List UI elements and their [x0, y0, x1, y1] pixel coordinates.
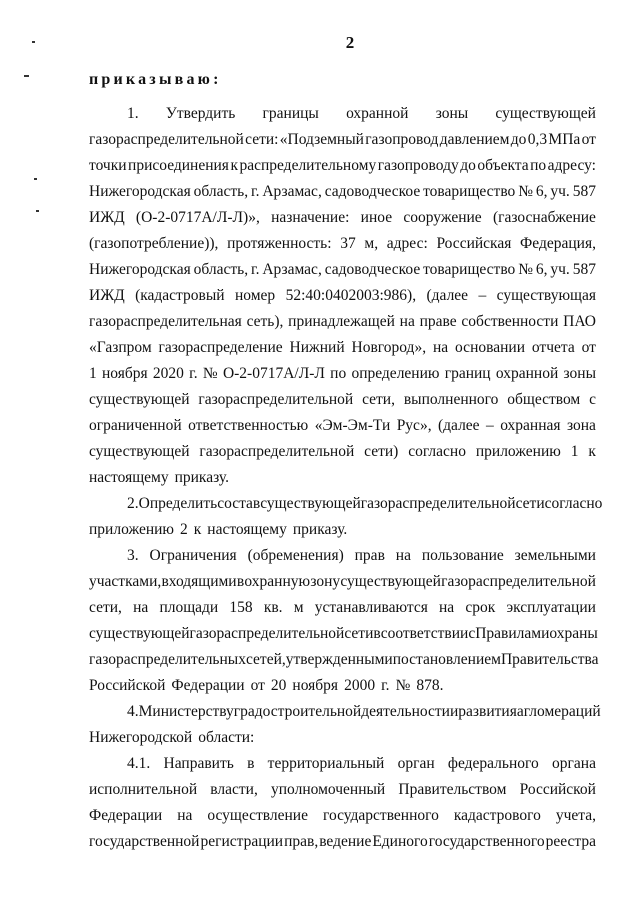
word: адресу:: [547, 157, 596, 174]
word: площади: [159, 599, 219, 616]
word: газопроводу: [377, 157, 459, 174]
word: Российской: [89, 677, 166, 694]
word: градостроительной: [233, 703, 362, 720]
word: 587: [572, 183, 596, 200]
word: развития: [458, 703, 517, 720]
word: газораспределительных: [89, 651, 246, 668]
text-line: [89, 388, 596, 412]
text-line: [89, 622, 596, 646]
word: государственного: [322, 807, 439, 824]
word: присоединения: [128, 157, 229, 174]
word: м: [293, 599, 304, 616]
word: №: [202, 365, 218, 382]
word: (обременения): [247, 547, 344, 564]
word: ПАО: [563, 313, 596, 330]
word: основании: [455, 339, 525, 356]
word: определению: [351, 365, 440, 382]
word: (газопотребление)),: [89, 235, 219, 252]
word: входящими: [161, 573, 237, 590]
word: газораспределительной: [189, 625, 345, 642]
word: 20: [270, 677, 287, 694]
word: сети,: [89, 599, 122, 616]
word: сеть),: [246, 313, 284, 330]
word: Арзамас,: [262, 261, 322, 278]
word: с: [589, 391, 596, 408]
word: на: [177, 807, 193, 824]
word: зона: [566, 417, 596, 434]
word: зоны: [563, 365, 596, 382]
word: федерального: [447, 755, 539, 772]
word: 2020: [152, 365, 184, 382]
word: государственной: [89, 833, 200, 850]
word: ИЖД: [89, 209, 125, 226]
word: осуществление: [207, 807, 308, 824]
word: 6,: [535, 261, 548, 278]
word: уполномоченный: [271, 781, 386, 798]
text-line: [89, 310, 596, 334]
text-line: [89, 778, 596, 802]
word: приказу.: [292, 521, 348, 538]
word: срок: [465, 599, 496, 616]
word: номер: [234, 287, 276, 304]
word: г.: [381, 677, 390, 694]
word: 52:40:0402003:986),: [285, 287, 417, 304]
word: на: [133, 599, 149, 616]
word: ограниченной: [89, 417, 182, 434]
word: устанавливаются: [314, 599, 428, 616]
word: по: [530, 157, 547, 174]
word: уч.: [550, 261, 570, 278]
margin-mark: [34, 178, 37, 180]
text-line: [89, 362, 596, 386]
word: (газоснабжение: [492, 209, 596, 226]
word: 4.: [127, 703, 139, 720]
word: 2000: [344, 677, 376, 694]
word: по: [330, 365, 347, 382]
word: орган: [397, 755, 435, 772]
word: границ: [444, 365, 491, 382]
word: уч.: [550, 183, 570, 200]
word: товарищество: [423, 183, 516, 200]
word: (далее: [438, 417, 480, 434]
word: 158: [229, 599, 253, 616]
word: охраны: [549, 625, 598, 642]
word: садоводческое: [324, 261, 421, 278]
word: в: [247, 755, 255, 772]
word: сети): [364, 443, 399, 460]
text-line: [89, 570, 596, 594]
word: от: [581, 339, 596, 356]
page-number: 2: [345, 33, 355, 52]
word: Направить: [163, 755, 234, 772]
word: О-2-0717А/Л-Л: [222, 365, 325, 382]
word: до: [460, 157, 476, 174]
word: выполненного: [403, 391, 499, 408]
word: области:: [198, 729, 255, 746]
word: распределительному: [239, 157, 377, 174]
word: существующей: [340, 573, 441, 590]
word: границы: [262, 105, 319, 122]
word: Определить: [138, 495, 218, 512]
word: Нижегородская: [89, 261, 191, 278]
word: объекта: [477, 157, 529, 174]
word: эксплуатации: [506, 599, 596, 616]
margin-mark: [32, 41, 35, 43]
word: №: [518, 261, 533, 278]
word: Единого: [372, 833, 428, 850]
word: от: [250, 677, 265, 694]
word: прав,: [284, 833, 319, 850]
word: существующая: [496, 287, 596, 304]
word: МПа: [548, 131, 581, 148]
word: Российской: [519, 781, 596, 798]
word: область,: [193, 183, 249, 200]
word: согласно: [544, 495, 603, 512]
word: состав: [217, 495, 261, 512]
word: газораспределительной: [199, 443, 355, 460]
word: прав: [354, 547, 385, 564]
text-line: [89, 466, 596, 490]
word: на: [395, 547, 411, 564]
margin-mark: [24, 75, 29, 77]
word: Новгород»,: [351, 339, 427, 356]
word: ответственностью: [188, 417, 309, 434]
word: адрес:: [386, 235, 428, 252]
word: от: [581, 131, 596, 148]
word: 0,3: [527, 131, 548, 148]
word: с: [468, 625, 476, 642]
word: в: [236, 573, 245, 590]
word: –: [486, 417, 494, 434]
word: 878.: [416, 677, 444, 694]
word: 2.: [127, 495, 139, 512]
word: Федерация,: [520, 235, 596, 252]
word: деятельности: [361, 703, 450, 720]
text-line: [89, 596, 596, 620]
word: кв.: [263, 599, 283, 616]
word: газораспределение: [158, 339, 283, 356]
word: праве: [419, 313, 457, 330]
word: зону: [310, 573, 341, 590]
word: сети:: [245, 131, 279, 148]
word: зоны: [435, 105, 469, 122]
word: Рус»,: [396, 417, 432, 434]
word: на: [439, 599, 455, 616]
word: точки: [89, 157, 127, 174]
word: органа: [552, 755, 596, 772]
word: охранная: [500, 417, 561, 434]
word: м,: [364, 235, 379, 252]
word: сети: [515, 495, 545, 512]
text-line: [89, 336, 596, 360]
text-line: [89, 726, 596, 750]
word: газопровод: [365, 131, 439, 148]
word: существующей: [89, 391, 190, 408]
text-line: [89, 180, 596, 204]
word: приложению: [475, 443, 561, 460]
word: Федерации: [171, 677, 245, 694]
word: 1: [89, 365, 97, 382]
word: Министерству: [138, 703, 234, 720]
word: «Эм-Эм-Ти: [314, 417, 391, 434]
word: к: [230, 157, 238, 174]
text-line: [127, 102, 596, 126]
word: охранную: [244, 573, 311, 590]
text-line: [127, 700, 601, 724]
word: Правительством: [398, 781, 507, 798]
word: 3.: [127, 547, 139, 564]
word: приложению: [89, 521, 174, 538]
word: Нижегородской: [89, 729, 193, 746]
word: протяженность:: [227, 235, 332, 252]
word: исполнительной: [89, 781, 198, 798]
text-line: [89, 232, 596, 256]
order-word: приказываю:: [89, 71, 222, 88]
word: г.: [250, 183, 260, 200]
text-line: [89, 830, 596, 854]
word: ведение: [319, 833, 372, 850]
word: 1.: [127, 105, 139, 122]
word: утвержденными: [285, 651, 393, 668]
word: давлением: [439, 131, 510, 148]
margin-mark: [36, 210, 39, 212]
text-line: [89, 258, 596, 282]
word: ИЖД: [89, 287, 125, 304]
word: газораспределительная: [89, 313, 242, 330]
word: Федерации: [89, 807, 163, 824]
word: до: [510, 131, 527, 148]
word: охранной: [495, 365, 559, 382]
word: принадлежащей: [288, 313, 395, 330]
word: товарищество: [423, 261, 516, 278]
word: Нижний: [289, 339, 345, 356]
word: Российская: [436, 235, 512, 252]
word: и: [449, 703, 459, 720]
text-line: [89, 440, 596, 464]
word: Утвердить: [165, 105, 236, 122]
text-line: [89, 648, 599, 672]
word: на: [432, 339, 449, 356]
word: в: [373, 625, 381, 642]
text-line: [89, 206, 596, 230]
text-line: [89, 518, 596, 542]
word: газораспределительной: [198, 391, 354, 408]
word: настоящему: [207, 521, 287, 538]
word: 37: [340, 235, 356, 252]
word: приказу.: [174, 469, 229, 486]
word: ноября: [102, 365, 148, 382]
word: реестра: [545, 833, 596, 850]
word: Нижегородская: [89, 183, 191, 200]
word: газораспределительной: [441, 573, 596, 590]
word: собственности: [461, 313, 559, 330]
text-line: [89, 154, 596, 178]
word: территориальный: [267, 755, 385, 772]
word: №: [395, 677, 411, 694]
word: Правилами: [475, 625, 550, 642]
word: сетей,: [245, 651, 286, 668]
word: существующей: [89, 625, 190, 642]
word: –: [478, 287, 487, 304]
text-line: [127, 492, 603, 516]
word: область,: [193, 261, 249, 278]
word: соответствии: [380, 625, 469, 642]
word: газораспределительной: [360, 495, 516, 512]
word: охранной: [346, 105, 409, 122]
word: «Подземный: [279, 131, 364, 148]
word: 587: [572, 261, 596, 278]
word: согласно: [408, 443, 466, 460]
word: 4.1.: [127, 755, 151, 772]
word: сети: [344, 625, 374, 642]
word: ноября: [292, 677, 339, 694]
word: обществом: [507, 391, 581, 408]
word: (О-2-0717А/Л-Л)»,: [135, 209, 260, 226]
text-line: [127, 752, 596, 776]
word: 6,: [535, 183, 548, 200]
word: Ограничения: [149, 547, 237, 564]
word: отчета: [531, 339, 575, 356]
text-line: [89, 414, 596, 438]
word: существующей: [260, 495, 361, 512]
word: настоящему: [89, 469, 169, 486]
word: «Газпром: [89, 339, 152, 356]
word: иное: [360, 209, 393, 226]
word: власти,: [210, 781, 258, 798]
word: (кадастровый: [135, 287, 225, 304]
word: сооружение: [403, 209, 482, 226]
word: газораспределительной: [89, 131, 244, 148]
word: сети,: [362, 391, 395, 408]
word: пользование: [421, 547, 504, 564]
word: (далее: [426, 287, 469, 304]
word: назначение:: [271, 209, 350, 226]
word: 2: [180, 521, 188, 538]
word: государственного: [428, 833, 545, 850]
text-line: [127, 544, 596, 568]
text-line: [89, 284, 596, 308]
word: существующей: [495, 105, 596, 122]
word: агломераций: [516, 703, 601, 720]
word: существующей: [89, 443, 190, 460]
word: Арзамас,: [262, 183, 322, 200]
word: регистрации: [200, 833, 284, 850]
word: кадастрового: [453, 807, 541, 824]
word: Правительства: [500, 651, 599, 668]
word: садоводческое: [324, 183, 421, 200]
word: г.: [250, 261, 260, 278]
word: земельными: [514, 547, 596, 564]
word: постановлением: [392, 651, 501, 668]
word: 1: [570, 443, 579, 460]
word: г.: [189, 365, 198, 382]
word: к: [193, 521, 202, 538]
text-line: [89, 128, 596, 152]
text-line: [89, 804, 596, 828]
word: к: [588, 443, 596, 460]
word: учета,: [555, 807, 596, 824]
word: участками,: [89, 573, 162, 590]
text-line: [89, 674, 596, 698]
word: на: [399, 313, 415, 330]
word: №: [518, 183, 533, 200]
